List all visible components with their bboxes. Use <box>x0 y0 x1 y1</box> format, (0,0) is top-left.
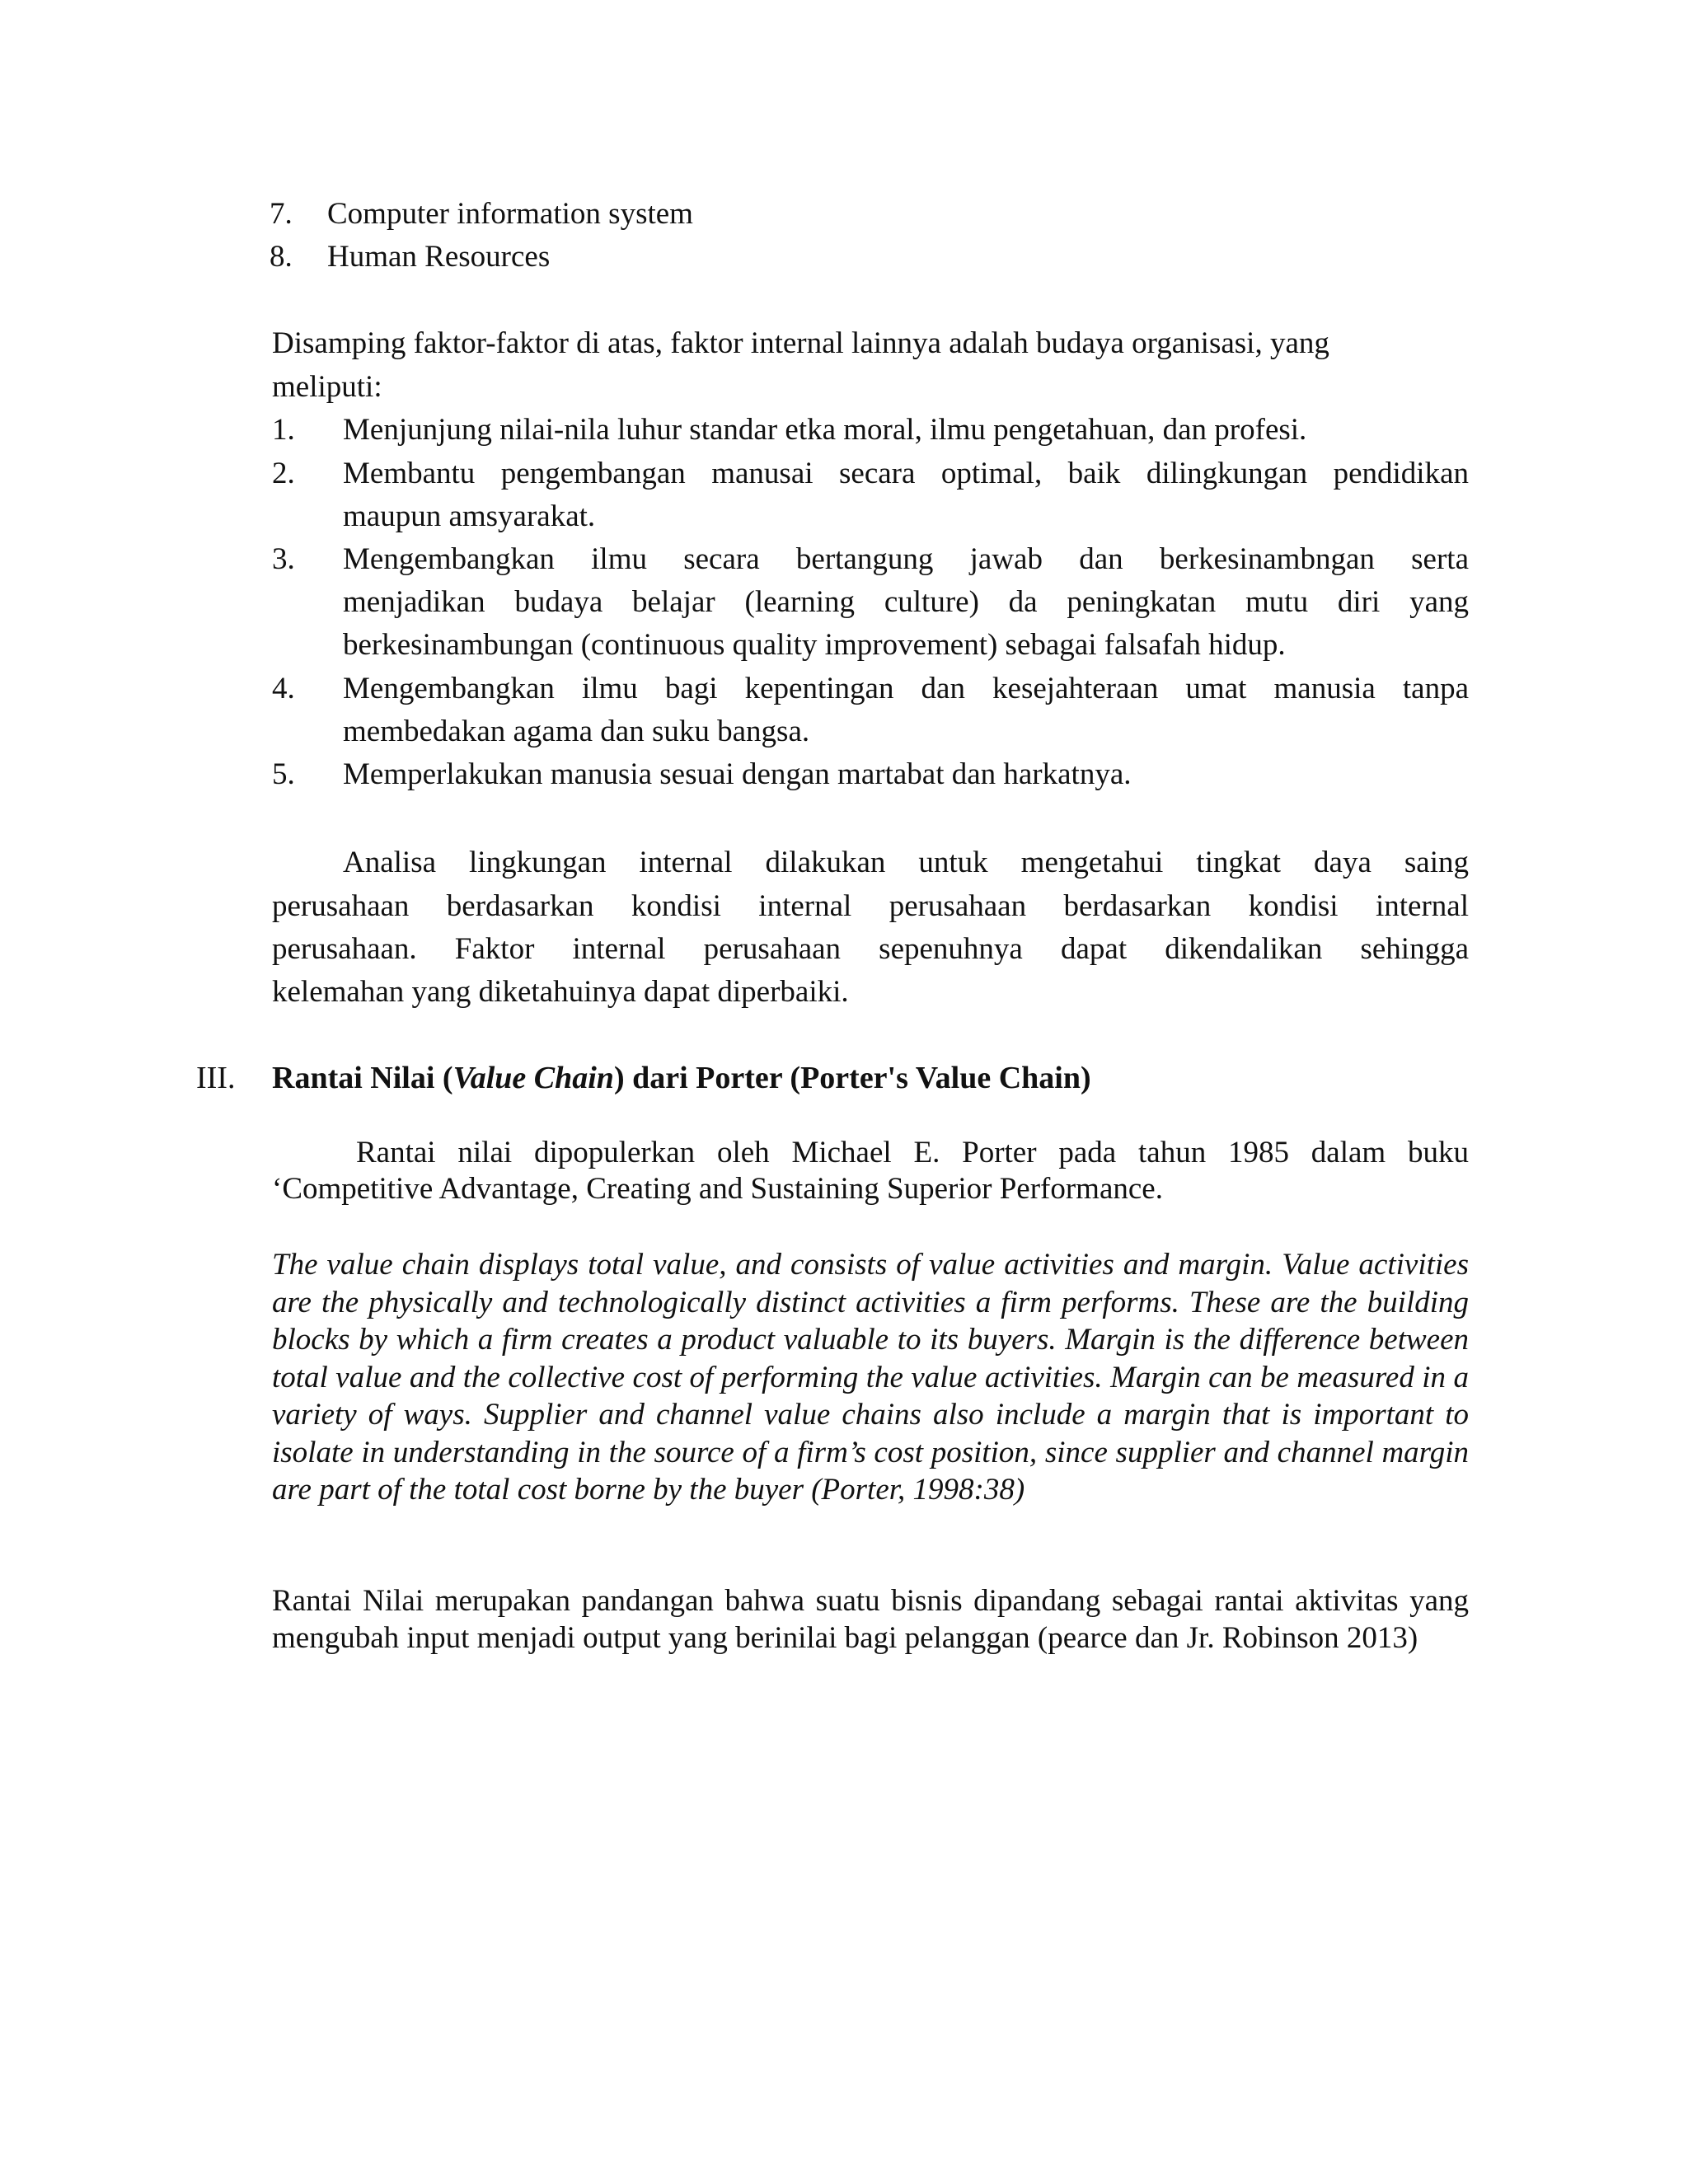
analysis-line: perusahaan berdasarkan kondisi internal perusahaan berdasarkan kondisi internal <box>272 889 1469 923</box>
list-item: Memperlakukan manusia sesuai dengan martabat dan harkatnya. <box>343 757 1132 791</box>
list-number: 4. <box>272 672 295 705</box>
list-item: Mengembangkan ilmu bagi kepentingan dan kesejahteraan umat manusia tanpa <box>343 672 1469 705</box>
list-item-cont: maupun amsyarakat. <box>343 499 596 533</box>
closing-paragraph: Rantai Nilai merupakan pandangan bahwa suatu bisnis dipandang sebagai rantai aktivitas yang mengubah input menjadi output yang berinilai bagi pelanggan (pearce dan Jr. Robinson 2013) <box>272 1584 1469 1655</box>
list-item: Computer information system <box>327 197 693 231</box>
section-title-post: ) dari Porter (Porter's Value Chain) <box>613 1061 1091 1095</box>
analysis-line: kelemahan yang diketahuinya dapat diperbaiki. <box>272 975 849 1009</box>
list-item: Mengembangkan ilmu secara bertangung jawab dan berkesinambngan serta <box>343 542 1469 576</box>
porter-intro-line: Rantai nilai dipopulerkan oleh Michael E. Porter pada tahun 1985 dalam buku <box>356 1136 1469 1169</box>
section-title-pre: Rantai Nilai ( <box>272 1061 453 1095</box>
section-number: III. <box>196 1061 236 1095</box>
porter-intro-line: ‘Competitive Advantage, Creating and Sustaining Superior Performance. <box>272 1172 1163 1206</box>
list-number: 8. <box>270 240 293 274</box>
list-number: 5. <box>272 757 295 791</box>
list-item: Human Resources <box>327 240 551 274</box>
section-title <box>272 1057 1091 1099</box>
list-number: 1. <box>272 413 295 447</box>
intro-line: meliputi: <box>272 370 382 404</box>
analysis-line: perusahaan. Faktor internal perusahaan sepenuhnya dapat dikendalikan sehingga <box>272 932 1469 966</box>
list-item: Membantu pengembangan manusai secara optimal, baik dilingkungan pendidikan <box>343 457 1469 490</box>
list-item: Menjunjung nilai-nila luhur standar etka moral, ilmu pengetahuan, dan profesi. <box>343 413 1307 447</box>
list-number: 2. <box>272 457 295 490</box>
list-item-cont: membedakan agama dan suku bangsa. <box>343 715 810 748</box>
intro-line: Disamping faktor-faktor di atas, faktor internal lainnya adalah budaya organisasi, yang <box>272 326 1329 360</box>
list-number: 3. <box>272 542 295 576</box>
porter-quote: The value chain displays total value, and consists of value activities and margin. Value activities are the physically and technologically distinct activities a firm performs. These are the building blocks by which a firm creates a product valuable to its buyers. Margin is the difference between total value and the collective cost of performing the value activities. Margin can be measured in a variety of ways. Supplier and channel value chains also include a margin that is important to isolate in understanding in the source of a firm’s cost position, since supplier and channel margin are part of the total cost borne by the buyer (Porter, 1998:38) <box>272 1248 1469 1507</box>
list-item-cont: berkesinambungan (continuous quality improvement) sebagai falsafah hidup. <box>343 628 1286 662</box>
list-item-cont: menjadikan budaya belajar (learning culture) da peningkatan mutu diri yang <box>343 585 1469 619</box>
section-title-italic: Value Chain <box>452 1061 614 1095</box>
analysis-line: Analisa lingkungan internal dilakukan untuk mengetahui tingkat daya saing <box>343 846 1469 879</box>
list-number: 7. <box>270 197 293 231</box>
